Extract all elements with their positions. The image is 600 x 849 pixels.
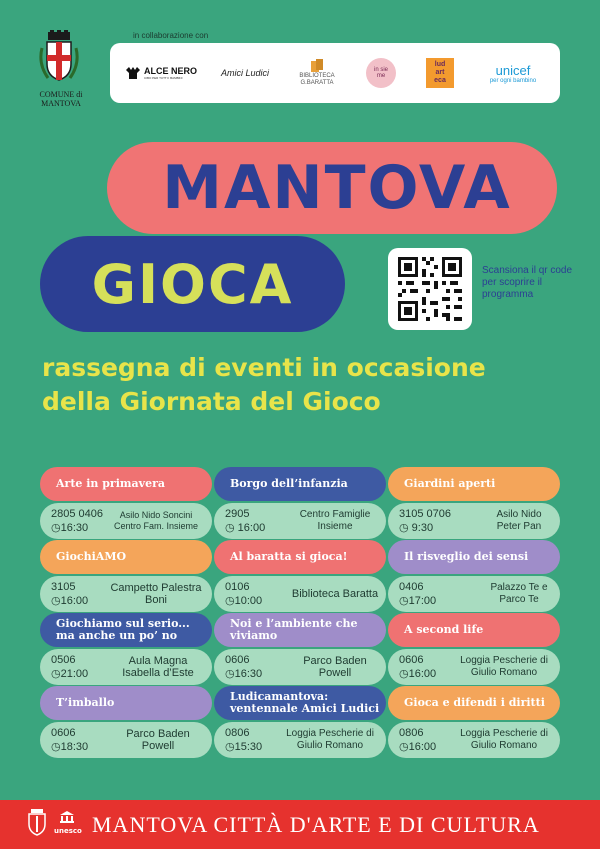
event-date: 0806 — [225, 727, 250, 739]
event-title: Arte in primavera — [40, 467, 212, 501]
event-place: Loggia Pescherie di Giulio Romano — [286, 728, 374, 751]
partners-box — [110, 43, 560, 103]
event-place: Parco Baden Powell — [126, 728, 190, 752]
clock-icon: ◷ — [225, 741, 235, 753]
event-time — [399, 522, 433, 534]
event-time — [399, 741, 436, 753]
partner-insieme-name: in sie me — [373, 67, 388, 79]
partner-ludarteca — [422, 43, 458, 103]
event-time-value: 16:00 — [237, 522, 266, 534]
event-place: Asilo Nido Peter Pan — [496, 509, 542, 532]
comune-label: COMUNE di MANTOVA — [39, 90, 83, 108]
unesco-temple-icon — [60, 811, 74, 823]
clock-icon: ◷ — [51, 668, 61, 680]
event-time — [225, 741, 262, 753]
event-info — [388, 503, 560, 539]
event-place: Biblioteca Baratta — [291, 588, 379, 600]
event-time — [225, 668, 262, 680]
qr-code[interactable] — [388, 248, 472, 330]
clock-icon: ◷ — [399, 595, 409, 607]
event-title: Giochiamo sul serio... ma anche un po’ no — [40, 613, 212, 647]
event-time-value: 16:30 — [60, 522, 89, 534]
city-crest-icon — [26, 808, 48, 836]
event-time — [399, 668, 436, 680]
event-time-value: 21:00 — [60, 668, 89, 680]
clock-icon: ◷ — [225, 595, 235, 607]
event-date: 0606 — [225, 654, 250, 666]
event-title: Gioca e difendi i diritti — [388, 686, 560, 720]
event-place: Campetto Palestra Boni — [110, 582, 202, 606]
event-date: 3105 — [51, 581, 76, 593]
clock-icon: ◷ — [399, 668, 409, 680]
partner-unicef — [472, 43, 554, 103]
collaboration-label: in collaborazione con — [133, 31, 209, 40]
event-title: Al baratta si gioca! — [214, 540, 386, 574]
qr-code-icon — [388, 248, 472, 330]
event-time-value: 16:30 — [234, 668, 263, 680]
event-info — [388, 649, 560, 685]
clock-icon: ◷ — [51, 595, 61, 607]
partner-unicef-name: unicef — [495, 62, 531, 78]
clock-icon: ◷ — [399, 522, 409, 534]
partner-insieme — [356, 43, 406, 103]
event-time — [51, 668, 88, 680]
event-info — [214, 576, 386, 612]
clock-icon: ◷ — [51, 741, 61, 753]
event-time-value: 17:00 — [408, 595, 437, 607]
event-date: 0106 — [225, 581, 250, 593]
partner-alce-nero-tagline: CIBO PER TUTTI I BAMBINI — [143, 76, 183, 80]
clock-icon: ◷ — [399, 741, 409, 753]
event-time — [225, 522, 265, 534]
event-title: GiochiAMO — [40, 540, 212, 574]
unesco-logo — [54, 808, 80, 835]
comune-crest-icon — [38, 30, 80, 86]
title-gioca: GIOCA — [91, 252, 294, 316]
event-time — [225, 595, 262, 607]
event-title: Giardini aperti — [388, 467, 560, 501]
event-title: Noi e l’ambiente che viviamo — [214, 613, 386, 647]
partner-alce-nero — [122, 43, 200, 103]
event-date: 0606 — [51, 727, 76, 739]
event-time-value: 16:00 — [408, 741, 437, 753]
event-info — [214, 722, 386, 758]
clock-icon: ◷ — [225, 522, 235, 534]
event-date: 0806 — [399, 727, 424, 739]
event-place: Loggia Pescherie di Giulio Romano — [460, 655, 548, 678]
alce-nero-logo-icon — [125, 66, 141, 80]
event-time — [51, 522, 88, 534]
event-info — [214, 649, 386, 685]
event-info — [40, 722, 212, 758]
event-time-value: 10:00 — [234, 595, 263, 607]
event-title: A second life — [388, 613, 560, 647]
event-time-value: 16:00 — [60, 595, 89, 607]
subtitle-line-1: rassegna di eventi in occasione — [42, 353, 486, 382]
partner-amici-ludici — [210, 43, 280, 103]
partner-biblioteca-name: BIBLIOTECA G.BARATTA — [299, 73, 335, 86]
event-time — [399, 595, 436, 607]
event-time — [51, 595, 88, 607]
event-title: T’imballo — [40, 686, 212, 720]
partner-unicef-tagline: per ogni bambino — [489, 77, 537, 84]
title-gioca-pill — [40, 236, 345, 332]
partner-alce-nero-name: ALCE NERO — [143, 66, 197, 76]
title-mantova: MANTOVA — [162, 153, 512, 223]
clock-icon: ◷ — [51, 522, 61, 534]
event-info — [40, 649, 212, 685]
event-place: Palazzo Te e Parco Te — [490, 582, 548, 605]
event-date: 0606 — [399, 654, 424, 666]
event-info — [388, 576, 560, 612]
event-date: 0406 — [399, 581, 424, 593]
event-date: 2805 0406 — [51, 508, 103, 520]
event-place: Loggia Pescherie di Giulio Romano — [460, 728, 548, 751]
event-info — [214, 503, 386, 539]
event-time-value: 18:30 — [60, 741, 89, 753]
biblioteca-logo-icon — [310, 59, 324, 73]
event-date: 0506 — [51, 654, 76, 666]
event-time-value: 9:30 — [411, 522, 434, 534]
partner-biblioteca — [288, 43, 346, 103]
event-date: 3105 0706 — [399, 508, 451, 520]
subtitle-line-2: della Giornata del Gioco — [42, 387, 381, 416]
event-info — [40, 576, 212, 612]
event-title: Borgo dell’infanzia — [214, 467, 386, 501]
clock-icon: ◷ — [225, 668, 235, 680]
subtitle — [42, 351, 572, 419]
event-place: Centro Famiglie Insieme — [299, 509, 371, 532]
title-mantova-pill — [107, 142, 557, 234]
event-date: 2905 — [225, 508, 250, 520]
footer-title: MANTOVA CITTÀ D'ARTE E DI CULTURA — [92, 812, 540, 837]
event-title: Il risveglio dei sensi — [388, 540, 560, 574]
event-time — [51, 741, 88, 753]
qr-instructions: Scansiona il qr code per scoprire il programma — [482, 265, 573, 300]
event-time-value: 16:00 — [408, 668, 437, 680]
event-place: Asilo Nido Soncini Centro Fam. Insieme — [113, 510, 199, 531]
event-title: Ludicamantova: ventennale Amici Ludici — [214, 686, 386, 720]
partner-ludarteca-name: lud art eca — [434, 61, 446, 84]
unesco-label: unesco — [54, 827, 82, 835]
event-info — [388, 722, 560, 758]
event-time-value: 15:30 — [234, 741, 263, 753]
event-place: Parco Baden Powell — [303, 655, 367, 679]
event-place: Aula Magna Isabella d’Este — [122, 655, 194, 679]
partner-amici-ludici-name: Amici Ludici — [220, 68, 269, 78]
event-info — [40, 503, 212, 539]
